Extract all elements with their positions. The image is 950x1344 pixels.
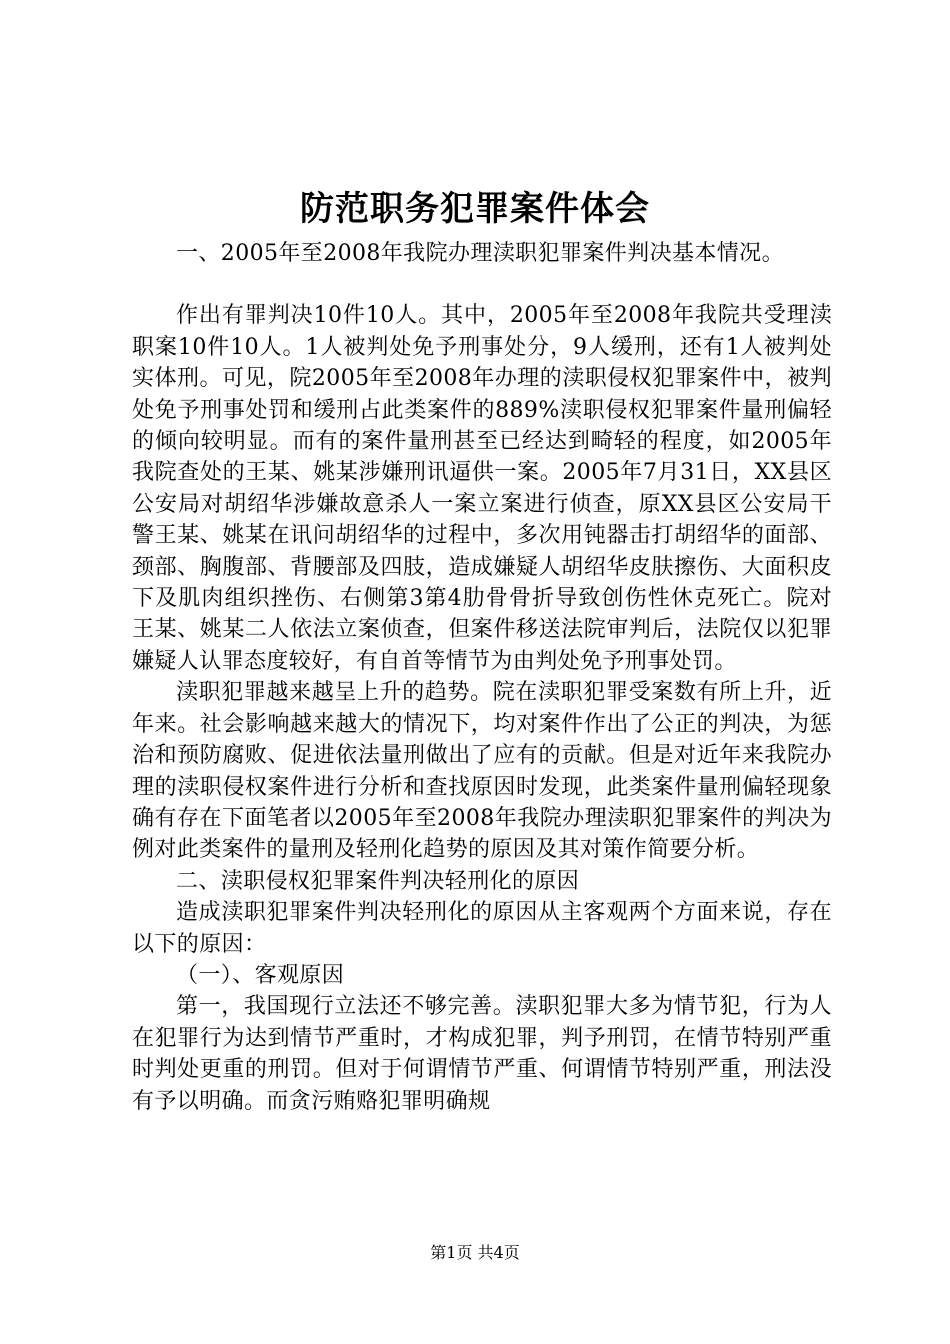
paragraph-causes-intro: 造成渎职犯罪案件判决轻刑化的原因从主客观两个方面来说，存在以下的原因：	[132, 900, 832, 957]
paragraph-section-1-heading: 一、2005年至2008年我院办理渎职犯罪案件判决基本情况。	[176, 241, 784, 266]
paragraph-objective-causes-heading: （一）、客观原因	[176, 962, 345, 988]
paragraph-judgment-summary: 作出有罪判决10件10人。其中，2005年至2008年我院共受理渎职案10件10人。1人被判处免予刑事处分，9人缓刑，还有1人被判处实体刑。可见，院2005年至2008年办理的渎职侵权犯罪案件中，被判处免予刑事处罚和缓刑占此类案件的889%渎职侵权犯罪案件量刑偏轻的倾向较明显。而有的案件量刑甚至已经达到畸轻的程度，如2005年我院查处的王某、姚某涉嫌刑讯逼供一案。2005年7月31日，XX县区公安局对胡绍华涉嫌故意杀人一案立案进行侦查，原XX县区公安局干警王某、姚某在讯问胡绍华的过程中，多次用钝器击打胡绍华的面部、颈部、胸腹部、背腰部及四肢，造成嫌疑人胡绍华皮肤擦伤、大面积皮下及肌肉组织挫伤、右侧第3第4肋骨骨折导致创伤性休克死亡。院对王某、姚某二人依法立案侦查，但案件移送法院审判后，法院仅以犯罪嫌疑人认罪态度较好，有自首等情节为由判处免予刑事处罚。	[132, 303, 832, 674]
document-body	[132, 238, 832, 1117]
paragraph-spacer	[132, 269, 832, 300]
document-title: 防范职务犯罪案件体会	[300, 189, 650, 229]
paragraph-trend-analysis: 渎职犯罪越来越呈上升的趋势。院在渎职犯罪受案数有所上升，近年来。社会影响越来越大的情况下，均对案件作出了公正的判决，为惩治和预防腐败、促进依法量刑做出了应有的贡献。但是对近年来我院办理的渎职侵权案件进行分析和查找原因时发现，此类案件量刑偏轻现象确有存在下面笔者以2005年至2008年我院办理渎职犯罪案件的判决为例对此类案件的量刑及轻刑化趋势的原因及其对策作简要分析。	[132, 680, 832, 863]
paragraph-section-2-heading: 二、渎职侵权犯罪案件判决轻刑化的原因	[176, 868, 580, 894]
page-footer: 第1页 共4页	[430, 1243, 520, 1262]
paragraph-first-cause: 第一，我国现行立法还不够完善。渎职犯罪大多为情节犯，行为人在犯罪行为达到情节严重时，才构成犯罪，判予刑罚，在情节特别严重时判处更重的刑罚。但对于何谓情节严重、何谓情节特别严重，刑法没有予以明确。而贪污贿赂犯罪明确规	[132, 994, 832, 1114]
